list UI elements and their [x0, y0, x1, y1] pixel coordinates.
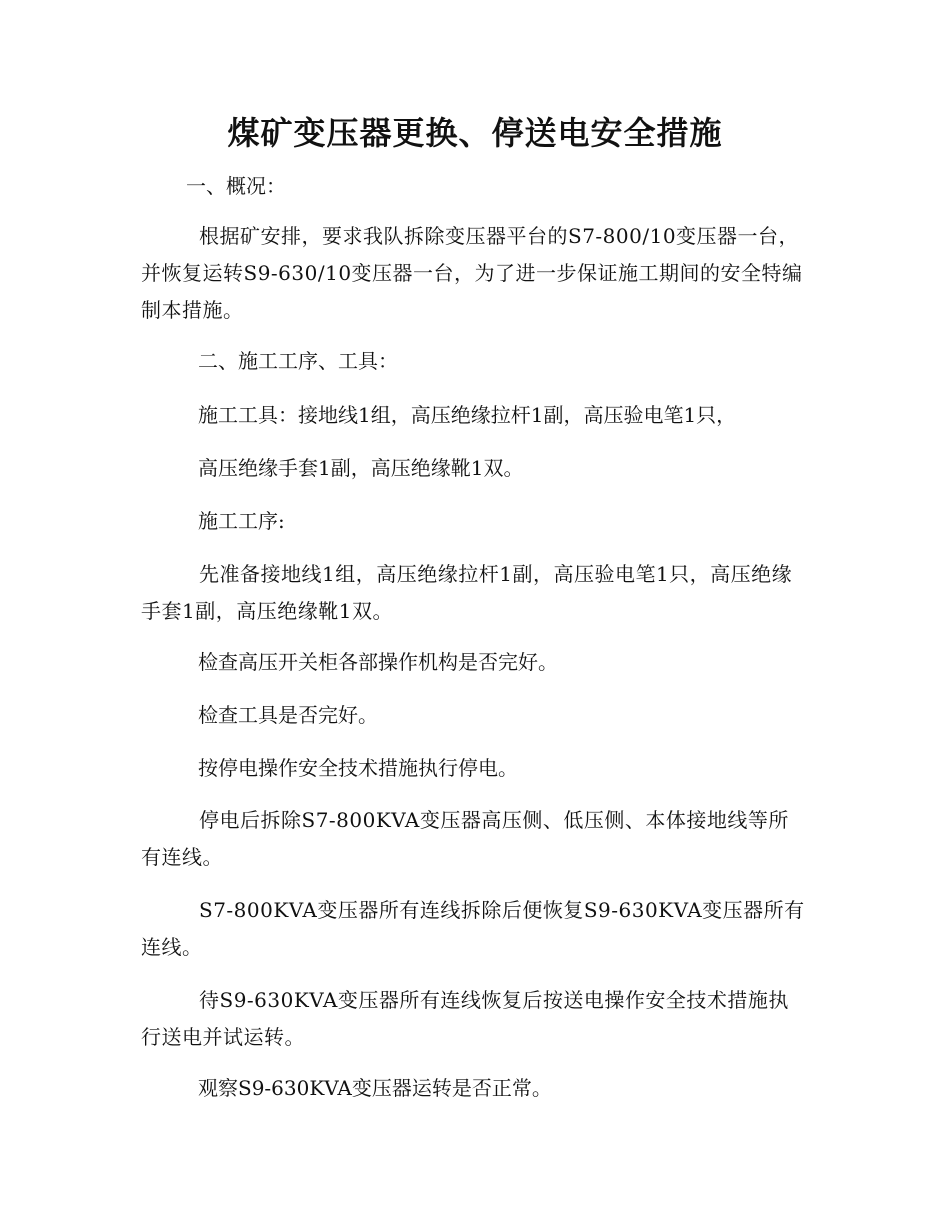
paragraph-overview: 根据矿安排，要求我队拆除变压器平台的S7-800/10变压器一台，并恢复运转S9-630/10变压器一台，为了进一步保证施工期间的安全特编制本措施。 — [141, 224, 803, 322]
step-power-off: 按停电操作安全技术措施执行停电。 — [198, 756, 518, 780]
step-prepare-tools: 先准备接地线1组，高压绝缘拉杆1副，高压验电笔1只，高压绝缘手套1副，高压绝缘靴1双。 — [141, 562, 793, 623]
step-check-switchgear: 检查高压开关柜各部操作机构是否完好。 — [198, 650, 558, 674]
document-title: 煤矿变压器更换、停送电安全措施 — [227, 114, 723, 152]
tools-line-1: 施工工具：接地线1组，高压绝缘拉杆1副，高压验电笔1只， — [198, 403, 737, 427]
step-observe-operation: 观察S9-630KVA变压器运转是否正常。 — [198, 1076, 552, 1100]
step-restore-connections: S7-800KVA变压器所有连线拆除后便恢复S9-630KVA变压器所有连线。 — [141, 898, 805, 959]
step-remove-connections: 停电后拆除S7-800KVA变压器高压侧、低压侧、本体接地线等所有连线。 — [141, 808, 789, 869]
tools-line-2: 高压绝缘手套1副，高压绝缘靴1双。 — [198, 456, 524, 480]
section-heading-overview: 一、概况： — [186, 174, 286, 198]
step-check-tools: 检查工具是否完好。 — [198, 703, 378, 727]
step-power-on-test: 待S9-630KVA变压器所有连线恢复后按送电操作安全技术措施执行送电并试运转。 — [141, 988, 789, 1049]
section-heading-process-tools: 二、施工工序、工具： — [198, 349, 398, 373]
process-heading: 施工工序: — [198, 509, 285, 533]
